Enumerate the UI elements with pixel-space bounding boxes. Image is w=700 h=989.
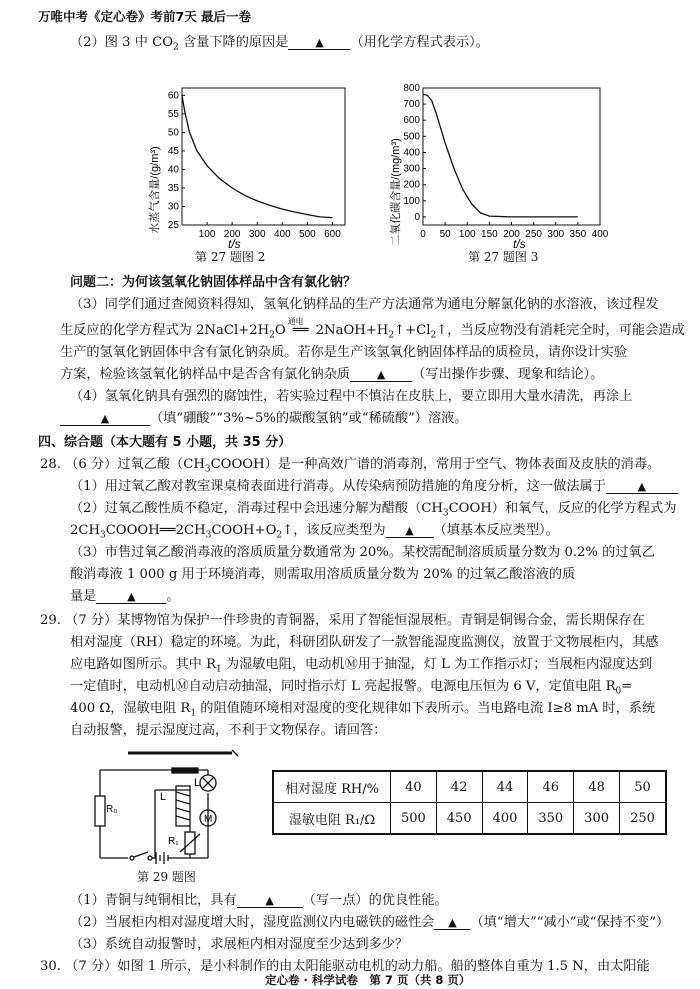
chart3-y-tick-label: 500 — [403, 131, 420, 143]
table-cell: 400 — [482, 803, 528, 835]
section-heading: 四、综合题（本大题有 5 小题，共 35 分） — [38, 435, 292, 450]
circuit-caption: 第 29 题图 — [137, 870, 196, 884]
q29-line5: 400 Ω，湿敏电阻 $R_1$ 的阻值随环境相对湿度的变化规律如下表所示。当电路电流 I≥8 mA 时，系统 — [70, 701, 656, 719]
chart3-y-tick-label: 100 — [403, 195, 420, 207]
chart-co2 — [385, 80, 615, 270]
answer-blank[interactable]: ▲ — [350, 369, 412, 382]
answer-blank[interactable]: ▲ — [60, 413, 150, 426]
chart3-ylabel: 二氧化碳含量/(mg/m³) — [390, 138, 402, 246]
chart2-y-tick-label: 50 — [167, 127, 179, 139]
q29-line2: 相对湿度（RH）稳定的环境。为此，科研团队研发了一款智能湿度监测仪，放置于文物展柜内，其感 — [70, 635, 659, 650]
chart3-y-tick-label: 200 — [403, 179, 420, 191]
coil-label: L — [160, 791, 167, 803]
chart3-xlabel: t/s — [513, 237, 526, 251]
answer-blank[interactable]: ▲ — [606, 481, 678, 494]
q27-p3-line2: 生反应的化学方程式为 $2NaCl+2H_2O$ 通电 ══ $2NaOH+H_2↑+Cl_2↑$，当反应物没有消耗完全时，可能会造成 — [60, 322, 685, 345]
chart3-caption: 第 27 题图 3 — [468, 250, 539, 264]
q28-line5: （3）市售过氧乙酸消毒液的溶质质量分数通常为 20%。某校需配制溶质质量分数为 0.2% 的过氧乙 — [70, 545, 655, 560]
table-header: 相对湿度 RH/% — [273, 771, 391, 803]
q28-line7: 量是 ▲ 。 — [70, 589, 180, 604]
chart2-x-tick-label: 600 — [324, 229, 341, 240]
answer-blank[interactable]: ▲ — [96, 591, 166, 604]
q29-line6: 自动报警，提示湿度过高，不利于文物保存。请回答： — [70, 723, 387, 738]
q27-p3-line1: （3）同学们通过查阅资料得知，氢氧化钠样品的生产方法通常为通电分解氯化钠的水溶液，该过程发 — [70, 297, 659, 312]
q29-line3: 应电路如图所示。其中 $R_1$ 为湿敏电阻，电动机Ⓜ用于抽湿，灯 L 为工作指示灯；当展柜内湿度达到 — [70, 657, 652, 675]
chart2-x-tick-label: 200 — [223, 229, 241, 240]
chart3-x-tick-label: 250 — [525, 229, 542, 240]
page-footer: 定心卷 · 科学试卷 第 7 页（共 8 页） — [265, 973, 471, 987]
chart2-y-tick-label: 40 — [167, 164, 179, 176]
chart2-xlabel: t/s — [228, 237, 241, 251]
chart2-x-tick-label: 500 — [299, 229, 316, 240]
circuit-diagram — [90, 748, 240, 873]
chart3-series-line — [423, 94, 578, 216]
q28-line6: 酸消毒液 1 000 g 用于环境消毒，则需取用溶质质量分数为 20% 的过氧乙酸溶液的质 — [70, 567, 576, 582]
chart2-y-tick-label: 30 — [167, 201, 179, 213]
table-cell: 450 — [436, 803, 482, 835]
q27-p4-line2: ▲ （填“硼酸”“3%~5%的碳酸氢钠”或“稀硫酸”）溶液。 — [60, 410, 468, 428]
table-cell: 46 — [528, 771, 574, 803]
r1-label: R₁ — [168, 836, 179, 847]
chart2-y-tick-label: 35 — [167, 182, 179, 194]
chart2-x-tick-label: 100 — [198, 229, 216, 240]
question2-title: 问题二：为何该氢氧化钠固体样品中含有氯化钠？ — [70, 275, 357, 290]
table-header: 湿敏电阻 R₁/Ω — [273, 803, 391, 835]
answer-blank[interactable]: ▲ — [237, 895, 303, 908]
chart2-x-tick-label: 300 — [248, 229, 266, 240]
table-row — [273, 771, 666, 803]
table-cell: 40 — [391, 771, 437, 803]
answer-blank[interactable]: ▲ — [434, 917, 470, 930]
chart2-ylabel: 水蒸气含量/(g/m³) — [149, 146, 161, 234]
condition-label: 通电 — [287, 317, 304, 326]
table-row — [273, 803, 666, 835]
q27-p3-line4: 方案，检验该氢氧化钠样品中是否含有氯化钠杂质 ▲ （写出操作步骤、现象和结论）。 — [60, 367, 604, 382]
q28-line2: （1）用过氧乙酸对教室课桌椅表面进行消毒。从传染病预防措施的角度分析，这一做法属于 ▲ — [70, 478, 678, 496]
q29-line4: 一定值时，电动机Ⓜ自动启动抽湿，同时指示灯 L 亮起报警。电源电压恒为 6 V，定值电阻 $R_0=$ — [70, 679, 633, 697]
chart3-x-tick-label: 50 — [439, 229, 451, 240]
motor-label: M — [204, 814, 213, 825]
chart3-y-tick-label: 300 — [403, 163, 420, 175]
table-cell: 250 — [619, 803, 666, 835]
q28-line3: （2）过氧乙酸性质不稳定，消毒过程中会迅速分解为醋酸$(CH_3COOH)$和氧气，反应的化学方程式为 — [70, 501, 677, 519]
chart2-frame — [182, 88, 345, 225]
chart3-x-tick-label: 350 — [569, 229, 587, 240]
q28-line1: 28. （6 分）过氧乙酸$(CH_3COOOH)$是一种高效广谱的消毒剂，常用于空气、物体表面及皮肤的消毒。 — [40, 457, 661, 475]
q27-p4-line1: （4）氢氧化钠具有强烈的腐蚀性，若实验过程中不慎沾在皮肤上，要立即用大量水清洗，再涂上 — [70, 389, 633, 404]
chart3-x-tick-label: 150 — [481, 229, 498, 240]
r0-label: R₀ — [106, 804, 118, 815]
chart2-caption: 第 27 题图 2 — [195, 250, 266, 264]
chart2-y-tick-label: 45 — [167, 145, 179, 157]
q30-line1: 30. （7 分）如图 1 所示，是小科制作的由太阳能驱动电机的动力船。船的整体自重为 1.5 N，由太阳能 — [40, 959, 650, 974]
chart2-x-tick-label: 400 — [273, 229, 291, 240]
q29-line1: 29. （7 分）某博物馆为保护一件珍贵的青铜器，采用了智能恒湿展柜。青铜是铜锡合金，需长期保存在 — [40, 613, 645, 628]
q27-p3-line3: 生产的氢氧化钠固体中含有氯化钠杂质。若你是生产该氢氧化钠固体样品的质检员，请你设计实验 — [60, 345, 628, 360]
table-cell: 42 — [436, 771, 482, 803]
chart3-x-tick-label: 100 — [458, 229, 476, 240]
table-cell: 300 — [574, 803, 620, 835]
page-header: 万唯中考《定心卷》考前7天 最后一卷 — [38, 9, 252, 24]
humidity-resistance-table — [272, 770, 667, 835]
chart3-y-tick-label: 400 — [403, 147, 420, 159]
chart3-y-tick-label: 600 — [403, 115, 420, 127]
chart-water-vapor — [140, 80, 360, 270]
q29-part1: （1）青铜与纯铜相比，具有 ▲ （写一点）的优良性能。 — [70, 893, 448, 908]
q28-line4: $2CH_3COOOH══2CH_3COOH+O_2↑$，该反应类型为 ▲ （填基本反应类型）。 — [70, 523, 559, 541]
table-cell: 500 — [391, 803, 437, 835]
chart3-x-tick-label: 200 — [503, 229, 520, 240]
table-cell: 44 — [482, 771, 528, 803]
table-cell: 50 — [619, 771, 666, 803]
chart3-x-tick-label: 300 — [547, 229, 565, 240]
chart2-y-tick-label: 60 — [167, 90, 179, 102]
chart3-y-tick-label: 800 — [403, 83, 420, 94]
table-cell: 350 — [528, 803, 574, 835]
chart3-y-tick-label: 700 — [403, 99, 420, 111]
q29-part2: （2）当展柜内相对湿度增大时，湿度监测仪内电磁铁的磁性会 ▲ （填“增大”“减小”或“保持不变”） — [70, 915, 670, 930]
chart3-y-tick-label: 0 — [414, 211, 420, 223]
chart2-y-tick-label: 55 — [167, 108, 179, 120]
lamp-label: L — [194, 777, 201, 789]
chart3-x-tick-label: 400 — [591, 229, 609, 240]
chart3-x-tick-label: 0 — [420, 229, 426, 240]
answer-blank[interactable]: ▲ — [386, 525, 434, 538]
q27-part2: （2）图 3 中 $CO_2$ 含量下降的原因是 ▲ （用化学方程式表示）。 — [70, 35, 489, 53]
table-cell: 48 — [574, 771, 620, 803]
chart2-y-tick-label: 25 — [167, 220, 179, 231]
answer-blank[interactable]: ▲ — [288, 37, 350, 50]
chart2-series-line — [182, 95, 333, 217]
q29-part3: （3）系统自动报警时，求展柜内相对湿度至少达到多少？ — [70, 937, 409, 952]
